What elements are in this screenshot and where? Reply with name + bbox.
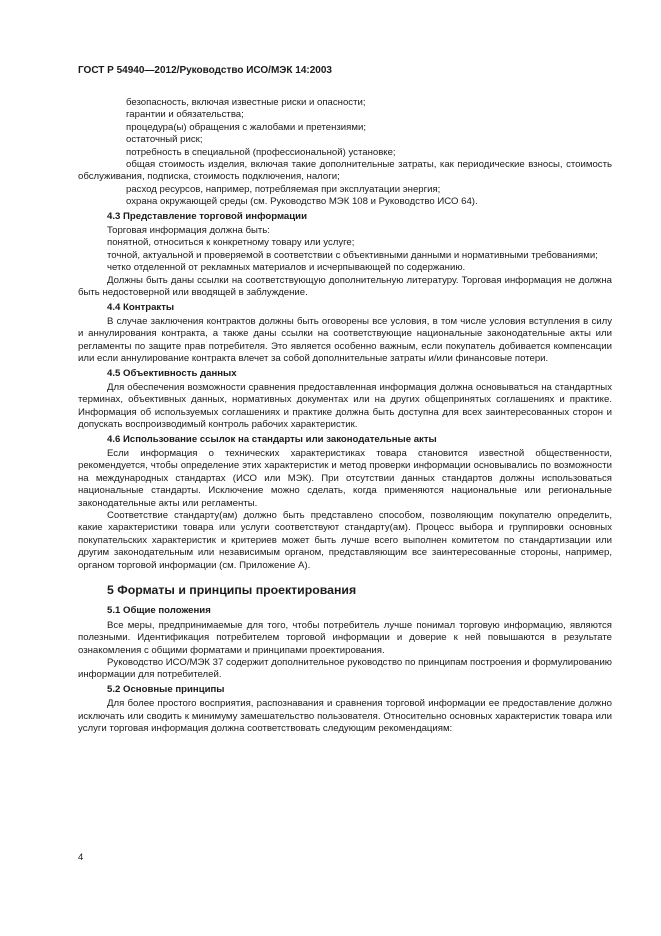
list-item: гарантии и обязательства;	[126, 109, 244, 121]
paragraph: В случае заключения контрактов должны быть оговорены все условия, в том числе условия вступления в силу и аннулирования контракта, а также даны ссылки на соответствующие национальные законодательные акты или регламенты по защите прав потребителя. Это является особенно важным, если покупатель добивается компенсации или если аннулирование контракта влечет за собой дополнительные затраты и/или финансовые потери.	[78, 315, 612, 365]
list-item: охрана окружающей среды (см. Руководство МЭК 108 и Руководство ИСО 64).	[126, 196, 478, 208]
section-heading: 4.5 Объективность данных	[107, 367, 237, 379]
paragraph: Все меры, предпринимаемые для того, чтобы потребитель лучше понимал торговую информацию, являются полезными. Идентификация потребителем торговой информации и доверие к ней повышаются в результате ознакомления с общими форматами и принципами проектирования.	[78, 619, 612, 656]
page-number: 4	[78, 852, 84, 863]
section-heading: 5.2 Основные принципы	[107, 683, 225, 695]
paragraph: Для обеспечения возможности сравнения предоставленная информация должна основываться на стандартных терминах, объективных данных, нормативных документах или на других общепринятых соглашениях и практике. Информация об используемых соглашениях и практике должна быть доступна для всех заинтересованных сторон и допускать воспроизводимый контроль рабочих характеристик.	[78, 381, 612, 431]
list-item: процедура(ы) обращения с жалобами и претензиями;	[126, 121, 366, 133]
list-item: общая стоимость изделия, включая такие дополнительные затраты, как периодические взносы, стоимость обслуживания, подписка, стоимость подключения, налоги;	[78, 159, 612, 183]
paragraph: четко отделенной от рекламных материалов и исчерпывающей по содержанию.	[107, 262, 466, 274]
paragraph: понятной, относиться к конкретному товару или услуге;	[107, 237, 355, 249]
section-heading: 4.3 Представление торговой информации	[107, 210, 307, 222]
paragraph: Руководство ИСО/МЭК 37 содержит дополнительное руководство по принципам построения и формулированию информации для потребителей.	[78, 657, 612, 681]
requirements-list	[78, 97, 612, 209]
list-item: расход ресурсов, например, потребляемая при эксплуатации энергия;	[126, 183, 441, 195]
section-heading: 5.1 Общие положения	[107, 605, 211, 617]
paragraph: Торговая информация должна быть:	[107, 225, 270, 237]
chapter-heading: 5 Форматы и принципы проектирования	[107, 583, 357, 598]
paragraph: Для более простого восприятия, распознавания и сравнения торговой информации ее предоставление должно исключать или сводить к минимуму замешательство пользователя. Относительно основных характеристик товара или услуги торговая информация должна соответствовать следующим рекомендациям:	[78, 698, 612, 735]
list-item: безопасность, включая известные риски и опасности;	[126, 97, 366, 108]
list-item: потребность в специальной (профессиональной) установке;	[126, 146, 396, 158]
paragraph: точной, актуальной и проверяемой в соответствии с объективными данными и нормативными требованиями;	[107, 249, 598, 261]
document-header: ГОСТ Р 54940—2012/Руководство ИСО/МЭК 14:2003	[78, 65, 332, 76]
list-item: остаточный риск;	[126, 134, 203, 146]
section-heading: 4.4 Контракты	[107, 301, 175, 313]
paragraph: Если информация о технических характеристиках товара становится известной общественности, рекомендуется, чтобы определение этих характеристик и метод проверки информации основывались по возможности на международных стандартах (ИСО или МЭК). При отсутствии данных стандартов должны использоваться национальные стандарты. Исключение можно сделать, когда применяются национальные или региональные законодательные акты или регламенты.	[78, 447, 612, 509]
page-content	[78, 97, 612, 736]
section-heading: 4.6 Использование ссылок на стандарты или законодательные акты	[107, 433, 437, 445]
paragraph: Соответствие стандарту(ам) должно быть представлено способом, позволяющим покупателю определить, какие характеристики товара или услуги соответствуют стандарту(ам). Процесс выбора и группировки основных покупательских характеристик и критериев может быть лучше всего выполнен комитетом по стандартизации или другим законодательным или независимым органом, представляющим все заинтересованные стороны, например, органом торговой информации (см. Приложение А).	[78, 510, 612, 571]
paragraph: Должны быть даны ссылки на соответствующую дополнительную литературу. Торговая информация не должна быть недостоверной или вводящей в заблуждение.	[78, 274, 612, 299]
